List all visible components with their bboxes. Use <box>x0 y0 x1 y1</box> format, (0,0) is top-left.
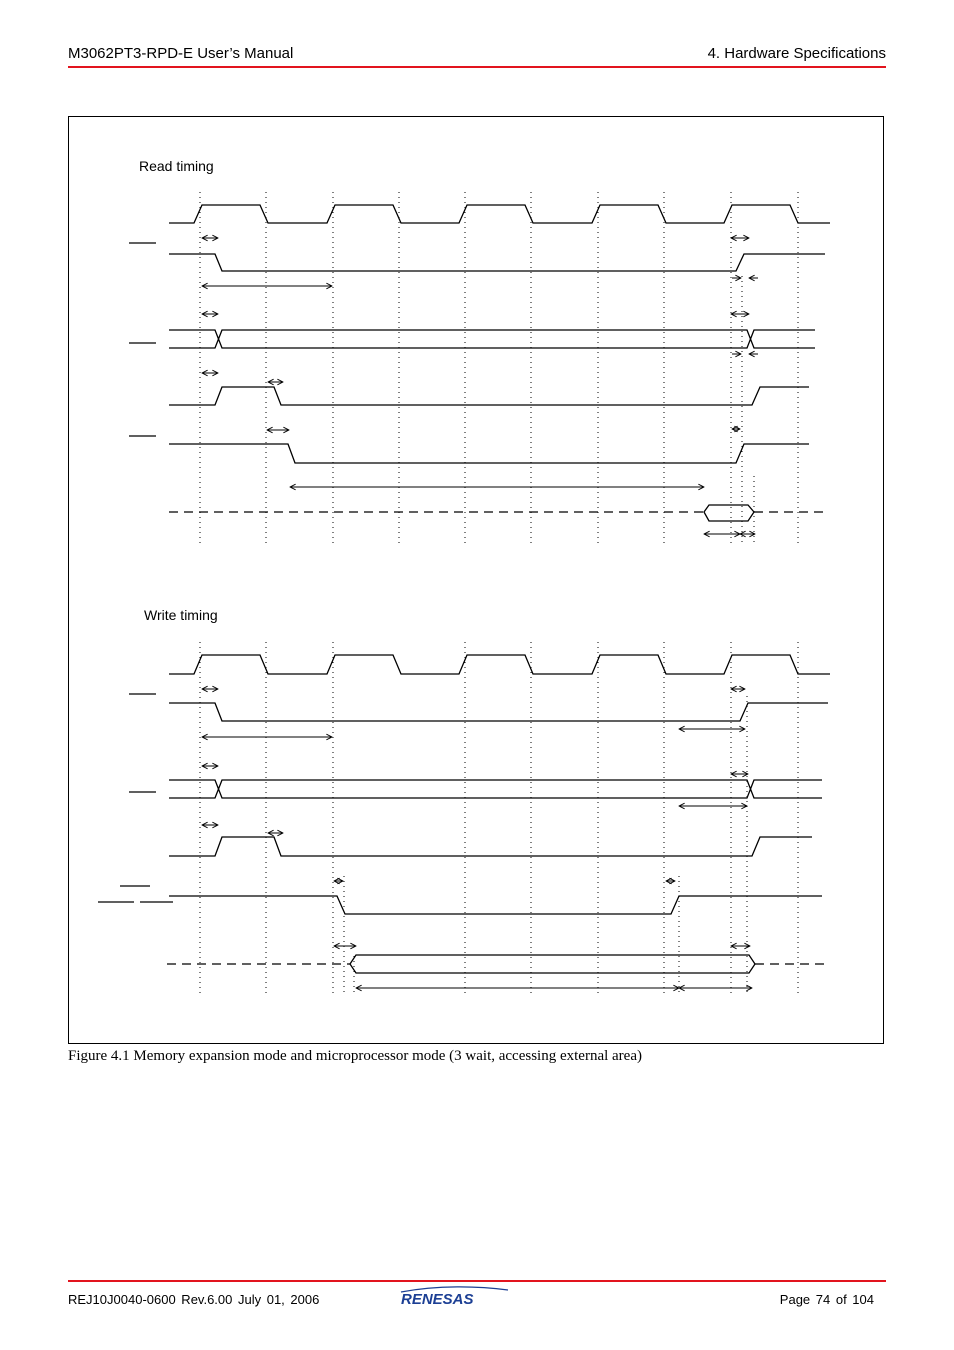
write-data-valid <box>350 955 755 973</box>
write-timing-arrows <box>202 689 752 988</box>
header-rule <box>68 66 886 68</box>
write-bus-1-lower <box>169 780 822 798</box>
read-timing-arrows <box>202 238 755 534</box>
read-signal-3 <box>169 387 809 405</box>
write-signal-3 <box>169 837 812 856</box>
manual-title: M3062PT3-RPD-E User’s Manual <box>68 45 294 62</box>
write-waveforms <box>98 655 830 973</box>
read-signal-1 <box>169 254 825 271</box>
write-timing-label: Write timing <box>144 607 218 623</box>
figure-caption: Figure 4.1 Memory expansion mode and microprocessor mode (3 wait, accessing external area) <box>68 1048 642 1064</box>
write-clock-gridlines <box>200 642 798 996</box>
footer-rule <box>68 1280 886 1282</box>
read-signal-4 <box>169 444 809 463</box>
renesas-logo <box>398 1286 512 1308</box>
read-data-valid <box>704 505 754 521</box>
read-timing-label: Read timing <box>139 158 214 174</box>
read-clock <box>169 205 830 223</box>
document-id: REJ10J0040-0600 Rev.6.00 July 01, 2006 <box>68 1292 320 1307</box>
read-clock-gridlines <box>200 192 798 546</box>
section-title: 4. Hardware Specifications <box>707 45 886 62</box>
read-hold-arrows <box>732 278 758 354</box>
write-signal-4 <box>169 896 822 914</box>
page-number: Page 74 of 104 <box>779 1292 874 1307</box>
timing-diagram <box>68 116 884 1044</box>
write-bus-1-upper <box>169 780 822 798</box>
write-signal-1 <box>169 703 828 721</box>
svg-text:RENESAS: RENESAS <box>401 1291 474 1308</box>
write-clock <box>169 655 830 674</box>
read-waveforms <box>129 205 830 521</box>
